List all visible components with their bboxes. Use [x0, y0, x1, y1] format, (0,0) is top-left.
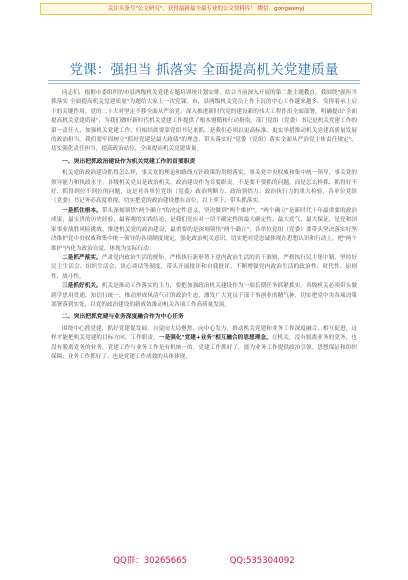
section2-paragraph-1 [51, 325, 357, 363]
section2-point-1-text: 在机关，没有脱离业务的党务，也没有脱离党务的业务，党建工作与业务工作是有机统一的。党建工作抓好了，能为业务工作提供政治引领、思想保证和组织保障；业务工作抓好了，也是党建工作成效的具体体现。 [51, 335, 357, 360]
section-heading-1: 一、突出把抓政治建设作为机关党建工作的首要职责 [62, 158, 196, 165]
section1-paragraph-1: 机关党的政治建设抓得怎么样，事关党的理论和路线方针政策的贯彻落实，事关党中央权威和集中统一领导，事关党的领导能力和执政水平。各级机关党员是政治机关，政治建设作为首要职责，不是要不要抓的问题，而是怎么样抓、抓得好不好、抓得到位不到位的问题，这是对各单位党组（党委）政治判断力、政治领悟力、政治执行力的重大检验，各单位党组（党委）书记务必高度重视，切实把党的政治建设摆在首位，以上率下，带头抓落实。 [51, 170, 357, 205]
section2-paragraph-1-text: 围绕中心抓党建，抓好党建促发展，自觉向大局聚焦，向中心发力，推动机关党建和业务工作深度融合，相互促进，这样才能把机关党建的目标方向、工作职责， [51, 325, 357, 342]
footer-qq-group: QQ群：30265665 [113, 556, 188, 566]
section1-point-2-text: 严肃党内政治生活的规矩，严格执行新形势下党内政治生活的若干准则，严格执行民主集中制，坚持好民主生活会、组织生活会、谈心谈话等制度，带头开展批评和自我批评，不断增强党内政治生活的政治性、时代性、原则性、战斗性。 [51, 254, 357, 280]
footer-contact [0, 554, 408, 566]
top-banner: 关注头条号"公文研究"，获得最新最全最专业的公文资料库！ 微信：gongwenyj [40, 3, 372, 15]
section1-paragraph-3 [51, 254, 357, 282]
section1-paragraph-4 [51, 282, 357, 310]
section2-point-1: 一是强化"党建+业务"相互融合的思想理念。 [158, 335, 272, 342]
section1-point-1-text: 带头深刻领悟"两个确立"的决定性意义，坚决做到"两个维护"。"两个确立"是新时代十年最重要的政治成果，最宝贵的历史经验，最客观的实践结论，是我们党应对一切不确定性的最大确定性、最大底气、最大保证，是党和国家事业战胜风险挑战、推进机关党的政治建设，最重要的是深刻领悟"两个确立"，各单位党组（党委）要带头坚决落实好坚决维护党中央权威和集中统一领导的各项制度规定，强化政治机关意识，切实把对党忠诚体现在思想认识和行动上，把"两个维护"内化为政治自觉、体现为实际行动。 [51, 207, 357, 252]
footer-qq: QQ:535304092 [229, 556, 295, 566]
section1-point-1: 一是抓住根本。 [62, 207, 102, 214]
section1-point-3: 三是抓好机关。 [62, 283, 102, 290]
intro-paragraph: 同志们，根据市委组织的市县两级机关党建专题培训统计划安排，结合当前深入开展的第二批主题教育，我围绕"强担当 抓落实 全面提高机关党建质量"为题给大家上一次党课。市、县两级机关党员上作下沉的中心工作越来越多，发挥着承上启下的关键作用。党的二十大对坚定不移全面从严治党，深入推进新时代党的建设新的伟大工程作出全面部署，明确提出"全面提高机关党建质量"，为我们做好新时代机关党建工作提供了根本遵循和行动指南。部门党组（党委）书记是机关党建工作的第一责任人，加强机关党建工作，归根结底要靠党组书记来抓，是我们必须以更高标准、更实举措推动机关党建高质量发展的政治担当。我们要牢固树立"抓好党建是最大政绩"的理念，带头落实好"党委（党组）落实全面从严治党主体责任规定"，切实强化责任担当，提高政治站位，全面提高机关党建质量。 [51, 90, 357, 153]
section1-point-3-text: 机关是推动工作落实的主力，要把加强政治机关建设作为一项长期任务抓紧抓实。各级机关必须带头做到学思用贯通、知信行统一，推动形成风清气正的政治生态，激发广大党员干部干事创业的精气神，切实把党中央各项决策部署落到实处，以党的政治建设的新成效推动机关各项工作高质量发展。 [51, 283, 357, 308]
section-heading-2: 二、突出把抓党建与业务深度融合作为中心任务 [62, 314, 184, 321]
section1-point-2: 二是抓严落实。 [62, 254, 102, 261]
title-divider-bottom [48, 83, 360, 84]
document-body [51, 89, 357, 362]
section1-paragraph-2 [51, 207, 357, 254]
title-divider-top [48, 80, 360, 81]
document-title: 党课：强担当 抓落实 全面提高机关党建质量 [69, 62, 339, 78]
